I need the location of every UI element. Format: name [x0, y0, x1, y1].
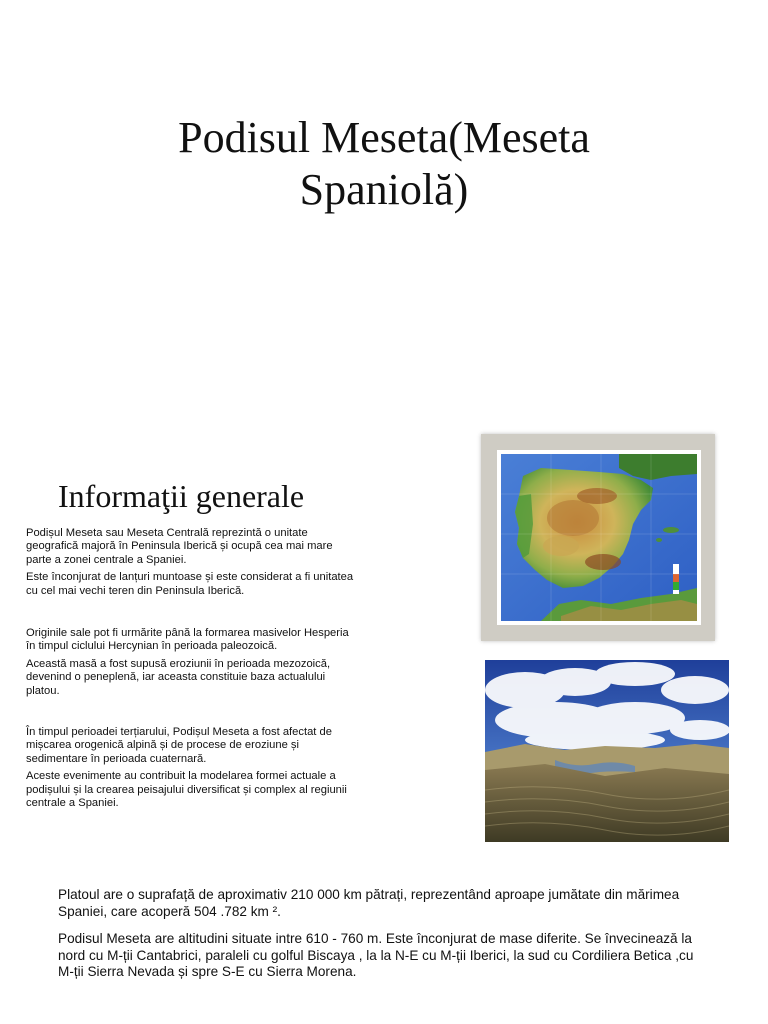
title-line-1: Podisul Meseta(Meseta [178, 113, 590, 162]
title-line-2: Spaniolă) [299, 165, 469, 214]
paragraph-5: În timpul perioadei terțiarului, Podișul Meseta a fost afectat de mișcarea orogenică alpină și de procese de eroziune și sedimentare în perioada cuaternară. [26, 726, 332, 765]
slide-title [100, 112, 668, 216]
paragraph-3: Originile sale pot fi urmărite până la formarea masivelor Hesperia în timpul ciclului Hercynian în perioada paleozoică. [26, 627, 349, 653]
map-image-frame [497, 450, 701, 625]
text-block-2 [26, 627, 361, 702]
text-block-3 [26, 726, 361, 814]
paragraph-6: Aceste evenimente au contribuit la modelarea formei actuale a podișului și la crearea peisajului diversificat și complex al regiunii centrale a Spaniei. [26, 770, 347, 810]
relief-map-icon [501, 454, 697, 621]
bottom-paragraph-2: Podisul Meseta are altitudini situate intre 610 - 760 m. Este înconjurat de mase diferite. Se învecinează la nord cu M-ții Cantabrici, paraleli cu golful Biscaya , la la N-E cu M-ții Iberici, la sud cu Cordiliera Betica ,cu M-ții Sierra Nevada și spre S-E cu Sierra Morena. [58, 931, 694, 979]
map-figure [481, 434, 715, 641]
bottom-paragraph-1: Platoul are o suprafață de aproximativ 210 000 km pătrați, reprezentând aproape jumătate din mărimea Spaniei, care acoperă 504 .782 km ². [58, 887, 680, 919]
paragraph-1: Podișul Meseta sau Meseta Centrală reprezintă o unitate geografică majoră în Peninsula Iberică și ocupă cea mai mare parte a zonei centrale a Spaniei. [26, 527, 333, 566]
landscape-photo [485, 660, 729, 842]
landscape-icon [485, 660, 729, 842]
section-heading: Informaţii generale [58, 478, 305, 514]
text-block-1 [26, 527, 361, 602]
paragraph-4: Această masă a fost supusă eroziunii în perioada mezozoică, devenind o peneplenă, iar aceasta constituie baza actualului platou. [26, 657, 331, 697]
paragraph-2: Este înconjurat de lanțuri muntoase și este considerat a fi unitatea cu cel mai vechi teren din Peninsula Iberică. [26, 571, 354, 597]
